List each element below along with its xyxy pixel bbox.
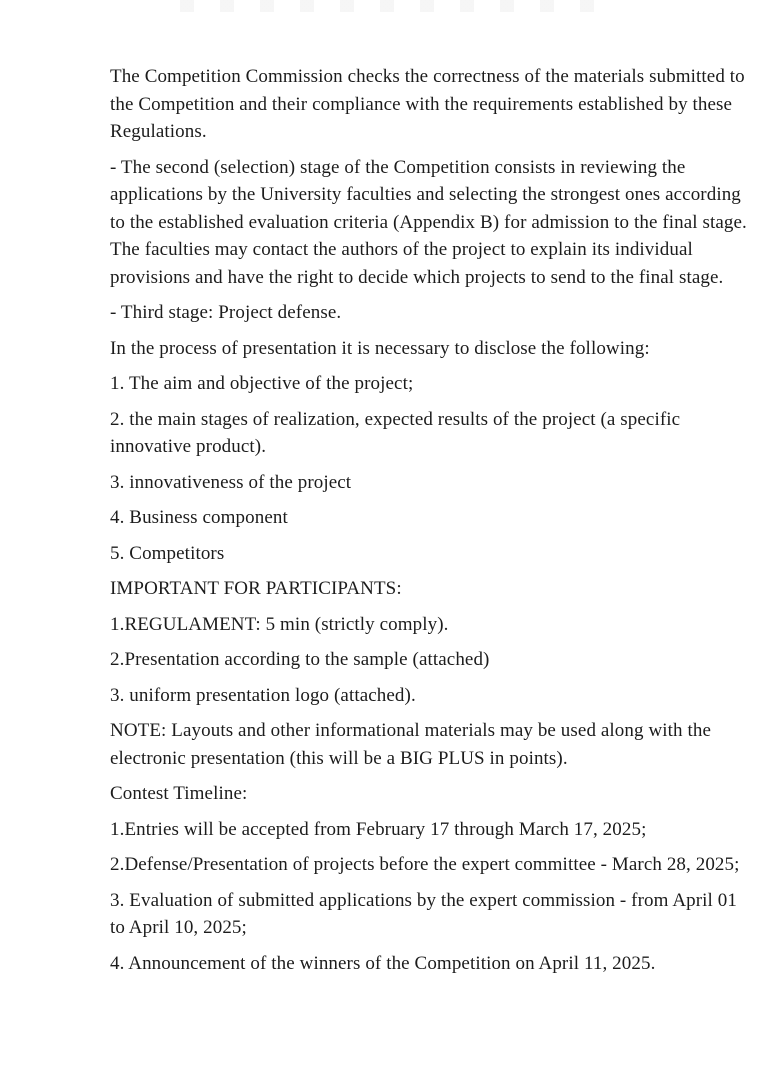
text-line: to the established evaluation criteria (Appendix B) for admission to the final stage. [110,211,747,233]
paragraph [110,887,737,942]
text-line: to April 10, 2025; [110,917,247,938]
paragraph [110,950,718,978]
paragraph [110,780,718,808]
paragraph [110,504,718,532]
paragraph [110,406,718,461]
text-line: applications by the University faculties and selecting the strongest ones according [110,184,741,205]
paragraph [110,682,718,710]
text-line: 1.REGULAMENT: 5 min (strictly comply). [110,613,449,635]
text-line: Contest Timeline: [110,783,248,804]
paragraph [110,469,718,497]
text-line: electronic presentation (this will be a BIG PLUS in points). [110,747,568,769]
text-line: 4. Announcement of the winners of the Competition on April 11, 2025. [110,952,656,974]
text-line: 3. innovativeness of the project [110,471,352,493]
text-line: - Third stage: Project defense. [110,302,342,323]
text-line: the Competition and their compliance with the requirements established by these [110,93,733,115]
paragraph [110,717,718,772]
text-line: In the process of presentation it is necessary to disclose the following: [110,337,650,359]
text-line: 1.Entries will be accepted from February 17 through March 17, 2025; [110,818,647,840]
text-line: 2. the main stages of realization, expected results of the project (a specific [110,408,681,430]
paragraph [110,816,718,844]
paragraph [110,63,745,146]
text-line: 5. Competitors [110,542,225,564]
text-line: 3. uniform presentation logo (attached). [110,684,416,706]
text-line: 2.Presentation according to the sample (attached) [110,649,490,670]
paragraph [110,851,740,879]
paragraph [110,299,718,327]
text-line: 3. Evaluation of submitted applications by the expert commission - from April 01 [110,889,737,911]
text-line: innovative product). [110,436,267,457]
text-line: - The second (selection) stage of the Competition consists in reviewing the [110,156,686,178]
text-line: The faculties may contact the authors of the project to explain its individual [110,239,693,260]
paragraph [110,646,718,674]
paragraph [110,611,718,639]
paragraph [110,154,747,292]
text-line: IMPORTANT FOR PARTICIPANTS: [110,578,402,599]
text-line: The Competition Commission checks the correctness of the materials submitted to [110,66,745,87]
text-line: provisions and have the right to decide which projects to send to the final stage. [110,266,724,288]
text-line: 4. Business component [110,507,288,528]
text-line: 2.Defense/Presentation of projects before the expert committee - March 28, 2025; [110,854,740,875]
text-line: 1. The aim and objective of the project; [110,373,414,394]
text-line: NOTE: Layouts and other informational materials may be used along with the [110,720,711,741]
paragraph [110,540,718,568]
paragraph [110,370,718,398]
text-line: Regulations. [110,121,207,142]
paragraph [110,335,718,363]
paragraph [110,575,718,603]
